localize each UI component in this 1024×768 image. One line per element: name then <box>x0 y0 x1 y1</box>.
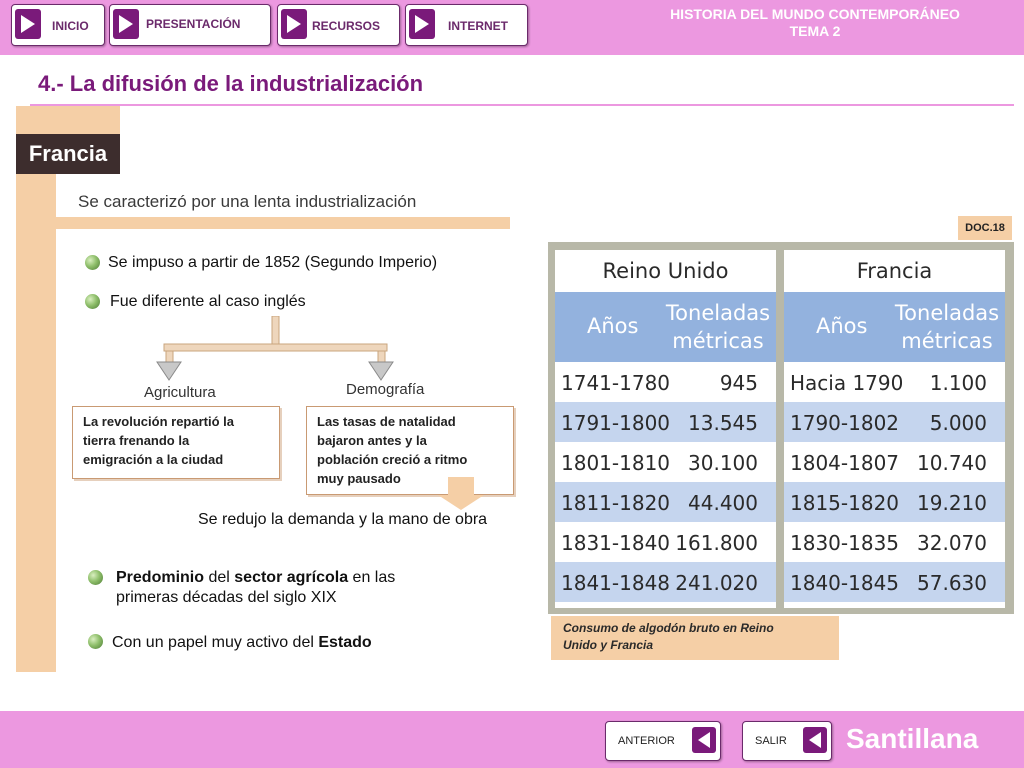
agricultura-line: La revolución repartió la <box>83 414 234 429</box>
table-cell-years: 1830-1835 <box>790 531 900 555</box>
play-arrow-icon <box>281 9 307 39</box>
table-row <box>555 442 776 482</box>
table-cell-years: Hacia 1790 <box>790 371 904 395</box>
demografia-line: población creció a ritmo <box>317 452 468 467</box>
tons-header-line-2: métricas <box>901 329 993 353</box>
table-cell-years: 1811-1820 <box>561 491 671 515</box>
table-cell-tons: 44.400 <box>688 491 758 515</box>
bullet-text-1: Se impuso a partir de 1852 (Segundo Imperio) <box>108 254 438 271</box>
bullet-3-text-1: del <box>204 569 235 586</box>
table-caption <box>551 616 839 660</box>
bullet-icon <box>85 255 100 270</box>
table-cell-tons: 161.800 <box>675 531 758 555</box>
nav-button-presentacion[interactable] <box>109 4 271 46</box>
decorative-side-bar <box>16 106 56 672</box>
table-country-header: Francia <box>784 250 1005 292</box>
table-cell-tons: 241.020 <box>675 571 758 595</box>
bullet-icon <box>88 570 103 585</box>
table-cell-tons: 10.740 <box>917 451 987 475</box>
bullet-3-bold-2: sector agrícola <box>234 569 349 586</box>
nav-button-inicio[interactable] <box>11 4 105 46</box>
table-cell-years: 1791-1800 <box>561 411 671 435</box>
nav-button-recursos[interactable] <box>277 4 400 46</box>
bullet-3-line-2: primeras décadas del siglo XIX <box>116 589 337 606</box>
bullet-text-3 <box>116 568 395 608</box>
table-row <box>555 362 776 402</box>
table-cell-years: 1741-1780 <box>561 371 671 395</box>
unit-title: TEMA 2 <box>789 23 841 39</box>
table-row <box>555 402 776 442</box>
table-cell-years: 1840-1845 <box>790 571 900 595</box>
table-cell-tons: 19.210 <box>917 491 987 515</box>
tons-header <box>665 299 771 355</box>
table-cell-years: 1815-1820 <box>790 491 900 515</box>
demografia-line: bajaron antes y la <box>317 433 427 448</box>
bullet-icon <box>88 634 103 649</box>
section-subtitle: Se caracterizó por una lenta industrialización <box>78 192 417 211</box>
course-title: HISTORIA DEL MUNDO CONTEMPORÁNEO <box>670 6 960 22</box>
salir-label: SALIR <box>755 735 787 747</box>
table-cell-tons: 945 <box>719 371 758 395</box>
table-row <box>555 482 776 522</box>
branch-label-demografia: Demografía <box>346 381 425 398</box>
table-subheader <box>784 292 1005 362</box>
tons-header <box>894 299 1000 355</box>
years-header: Años <box>816 314 868 338</box>
tons-header-line-2: métricas <box>672 329 764 353</box>
back-arrow-icon <box>803 727 827 753</box>
agricultura-line: tierra frenando la <box>83 433 190 448</box>
table-row <box>784 562 1005 602</box>
anterior-button[interactable] <box>605 721 721 761</box>
table-column-francia <box>784 250 1005 608</box>
table-country-header: Reino Unido <box>555 250 776 292</box>
table-caption-line-1: Consumo de algodón bruto en Reino <box>563 621 774 635</box>
table-cell-tons: 30.100 <box>688 451 758 475</box>
table-column-reino-unido <box>555 250 776 608</box>
table-cell-tons: 32.070 <box>917 531 987 555</box>
publisher-logo: Santillana <box>846 723 979 754</box>
table-row <box>784 482 1005 522</box>
bullet-3-bold-1: Predominio <box>116 569 205 586</box>
title-divider <box>30 104 1014 106</box>
nav-label-recursos: RECURSOS <box>312 19 381 33</box>
table-row <box>555 522 776 562</box>
agricultura-box <box>72 406 280 479</box>
table-row <box>784 522 1005 562</box>
tons-header-line-1: Toneladas <box>894 301 1000 325</box>
table-row <box>784 442 1005 482</box>
nav-label-inicio: INICIO <box>52 19 89 33</box>
branch-diagram <box>140 316 410 382</box>
play-arrow-icon <box>409 9 435 39</box>
table-cell-years: 1841-1848 <box>561 571 671 595</box>
branch-label-agricultura: Agricultura <box>144 384 216 401</box>
table-cell-years: 1790-1802 <box>790 411 900 435</box>
page-title: 4.- La difusión de la industrialización <box>38 71 424 96</box>
table-row <box>784 362 1005 402</box>
country-tab: Francia <box>16 134 120 174</box>
years-header: Años <box>587 314 639 338</box>
table-cell-years: 1801-1810 <box>561 451 671 475</box>
back-arrow-icon <box>692 727 716 753</box>
bullet-icon <box>85 294 100 309</box>
demografia-line: Las tasas de natalidad <box>317 414 456 429</box>
agricultura-line: emigración a la ciudad <box>83 452 224 467</box>
bullet-text-2: Fue diferente al caso inglés <box>110 293 306 310</box>
play-arrow-icon <box>113 9 139 39</box>
table-cell-tons: 57.630 <box>917 571 987 595</box>
down-arrow-icon <box>438 477 484 511</box>
demografia-line: muy pausado <box>317 471 401 486</box>
table-caption-line-2: Unido y Francia <box>563 638 654 652</box>
result-text: Se redujo la demanda y la mano de obra <box>198 511 488 528</box>
tons-header-line-1: Toneladas <box>665 301 771 325</box>
table-row <box>784 402 1005 442</box>
play-arrow-icon <box>15 9 41 39</box>
bullet-text-4 <box>112 633 372 653</box>
table-subheader <box>555 292 776 362</box>
table-cell-years: 1804-1807 <box>790 451 900 475</box>
nav-label-presentacion: PRESENTACIÓN <box>146 17 241 31</box>
table-cell-tons: 13.545 <box>688 411 758 435</box>
table-cell-years: 1831-1840 <box>561 531 671 555</box>
bullet-4-bold: Estado <box>318 634 372 651</box>
salir-button[interactable] <box>742 721 832 761</box>
table-row <box>555 562 776 602</box>
nav-button-internet[interactable] <box>405 4 528 46</box>
anterior-label: ANTERIOR <box>618 735 675 747</box>
doc-reference-tag: DOC.18 <box>958 216 1012 240</box>
subtitle-underline <box>56 217 510 229</box>
course-header <box>650 6 980 40</box>
table-cell-tons: 1.100 <box>929 371 987 395</box>
bullet-4-text: Con un papel muy activo del <box>112 634 319 651</box>
table-cell-tons: 5.000 <box>929 411 987 435</box>
nav-label-internet: INTERNET <box>448 19 508 33</box>
bullet-3-text-2: en las <box>348 569 396 586</box>
